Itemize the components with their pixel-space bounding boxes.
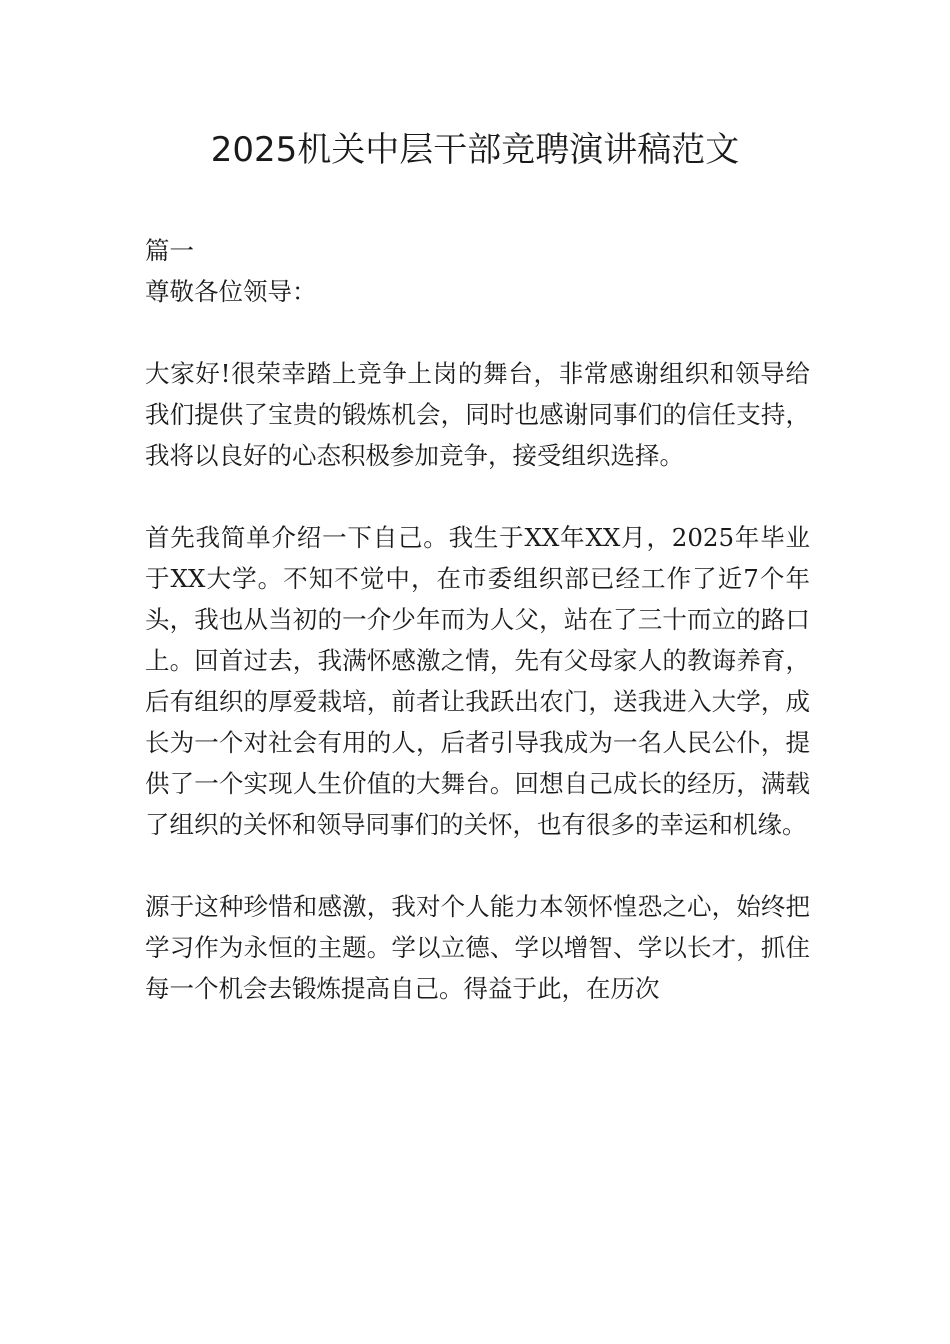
paragraph-greeting: 大家好!很荣幸踏上竞争上岗的舞台，非常感谢组织和领导给我们提供了宝贵的锻炼机会，同时也感谢同事们的信任支持，我将以良好的心态积极参加竞争，接受组织选择。 bbox=[145, 359, 810, 470]
paragraph-spacer bbox=[145, 476, 810, 517]
salutation: 尊敬各位领导： bbox=[145, 277, 317, 306]
paragraph-spacer bbox=[145, 845, 810, 886]
paragraph-learning: 源于这种珍惜和感激，我对个人能力本领怀惶恐之心，始终把学习作为永恒的主题。学以立德、学以增智、学以长才，抓住每一个机会去锻炼提高自己。得益于此，在历次 bbox=[145, 892, 810, 1003]
section-label: 篇一 bbox=[145, 236, 194, 265]
document-title: 2025机关中层干部竞聘演讲稿范文 bbox=[210, 130, 740, 170]
paragraph-spacer bbox=[145, 312, 810, 353]
paragraph-introduction: 首先我简单介绍一下自己。我生于XX年XX月，2025年毕业于XX大学。不知不觉中，在市委组织部已经工作了近7个年头，我也从当初的一介少年而为人父，站在了三十而立的路口上。回首过去，我满怀感激之情，先有父母家人的教诲养育，后有组织的厚爱栽培，前者让我跃出农门，送我进入大学，成长为一个对社会有用的人，后者引导我成为一名人民公仆，提供了一个实现人生价值的大舞台。回想自己成长的经历，满载了组织的关怀和领导同事们的关怀，也有很多的幸运和机缘。 bbox=[145, 523, 810, 839]
document-body bbox=[145, 230, 810, 1009]
